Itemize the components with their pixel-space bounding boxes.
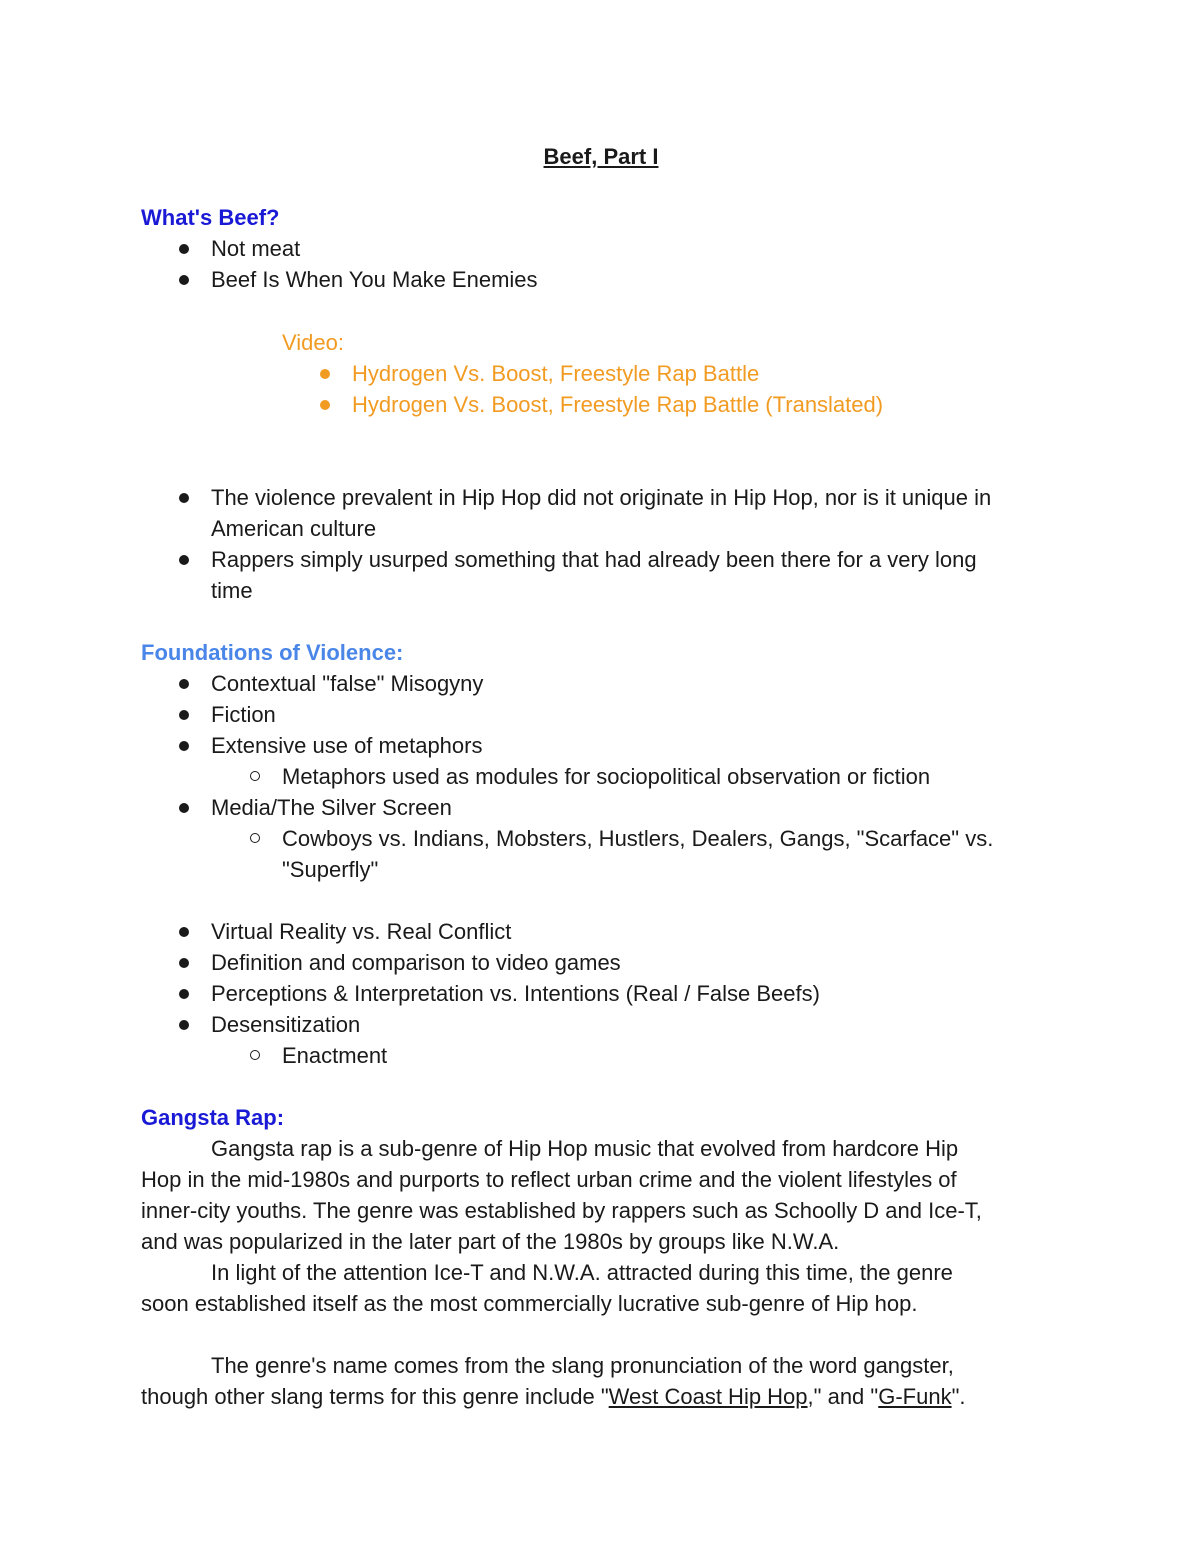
sub-list-item: Enactment: [282, 1043, 388, 1068]
bullet-icon: [179, 275, 189, 285]
bullet-icon: [179, 989, 189, 999]
bullet-icon: [179, 803, 189, 813]
list-item: Media/The Silver Screen: [211, 795, 452, 820]
section-heading-whats-beef: What's Beef?: [141, 205, 280, 230]
paragraph-text: ".: [951, 1384, 966, 1409]
video-label: Video:: [282, 330, 344, 355]
list-item: Beef Is When You Make Enemies: [211, 267, 538, 292]
paragraph-line: and was popularized in the later part of the 1980s by groups like N.W.A.: [141, 1229, 840, 1254]
paragraph-line: Gangsta rap is a sub-genre of Hip Hop music that evolved from hardcore Hip: [211, 1136, 959, 1161]
paragraph-line: The genre's name comes from the slang pronunciation of the word gangster,: [211, 1353, 954, 1378]
list-item-continuation: American culture: [211, 516, 377, 541]
paragraph-line: [141, 1381, 966, 1412]
section-heading-foundations: Foundations of Violence:: [141, 640, 404, 665]
g-funk-link[interactable]: G-Funk: [878, 1384, 952, 1409]
bullet-icon: [179, 927, 189, 937]
sub-bullet-icon: [250, 1050, 260, 1060]
paragraph-text: ," and ": [807, 1384, 879, 1409]
bullet-icon: [320, 400, 330, 410]
sub-list-item: Metaphors used as modules for sociopolitical observation or fiction: [282, 764, 931, 789]
list-item: Perceptions & Interpretation vs. Intentions (Real / False Beefs): [211, 981, 820, 1006]
bullet-icon: [179, 1020, 189, 1030]
list-item: Extensive use of metaphors: [211, 733, 483, 758]
west-coast-hip-hop-link[interactable]: West Coast Hip Hop: [608, 1384, 808, 1409]
sub-list-item-continuation: "Superfly": [282, 857, 379, 882]
video-link-1[interactable]: Hydrogen Vs. Boost, Freestyle Rap Battle: [352, 361, 760, 386]
list-item: Desensitization: [211, 1012, 361, 1037]
paragraph-line: Hop in the mid-1980s and purports to reflect urban crime and the violent lifestyles of: [141, 1167, 957, 1192]
section-heading-gangsta-rap: Gangsta Rap:: [141, 1105, 285, 1130]
list-item: Fiction: [211, 702, 276, 727]
bullet-icon: [320, 369, 330, 379]
bullet-icon: [179, 679, 189, 689]
list-item: Not meat: [211, 236, 301, 261]
bullet-icon: [179, 958, 189, 968]
list-item-continuation: time: [211, 578, 253, 603]
sub-bullet-icon: [250, 771, 260, 781]
video-link-2[interactable]: Hydrogen Vs. Boost, Freestyle Rap Battle (Translated): [352, 392, 884, 417]
bullet-icon: [179, 710, 189, 720]
paragraph-line: inner-city youths. The genre was established by rappers such as Schoolly D and Ice-T,: [141, 1198, 982, 1223]
list-item: The violence prevalent in Hip Hop did not originate in Hip Hop, nor is it unique in: [211, 485, 992, 510]
bullet-icon: [179, 555, 189, 565]
paragraph-line: In light of the attention Ice-T and N.W.A. attracted during this time, the genre: [211, 1260, 953, 1285]
bullet-icon: [179, 493, 189, 503]
document-title: Beef, Part I: [543, 144, 659, 169]
bullet-icon: [179, 244, 189, 254]
list-item: Contextual "false" Misogyny: [211, 671, 484, 696]
paragraph-text: though other slang terms for this genre include ": [141, 1384, 609, 1409]
list-item: Rappers simply usurped something that had already been there for a very long: [211, 547, 977, 572]
list-item: Virtual Reality vs. Real Conflict: [211, 919, 512, 944]
bullet-icon: [179, 741, 189, 751]
list-item: Definition and comparison to video games: [211, 950, 621, 975]
sub-bullet-icon: [250, 833, 260, 843]
sub-list-item: Cowboys vs. Indians, Mobsters, Hustlers, Dealers, Gangs, "Scarface" vs.: [282, 826, 994, 851]
paragraph-line: soon established itself as the most commercially lucrative sub-genre of Hip hop.: [141, 1291, 918, 1316]
